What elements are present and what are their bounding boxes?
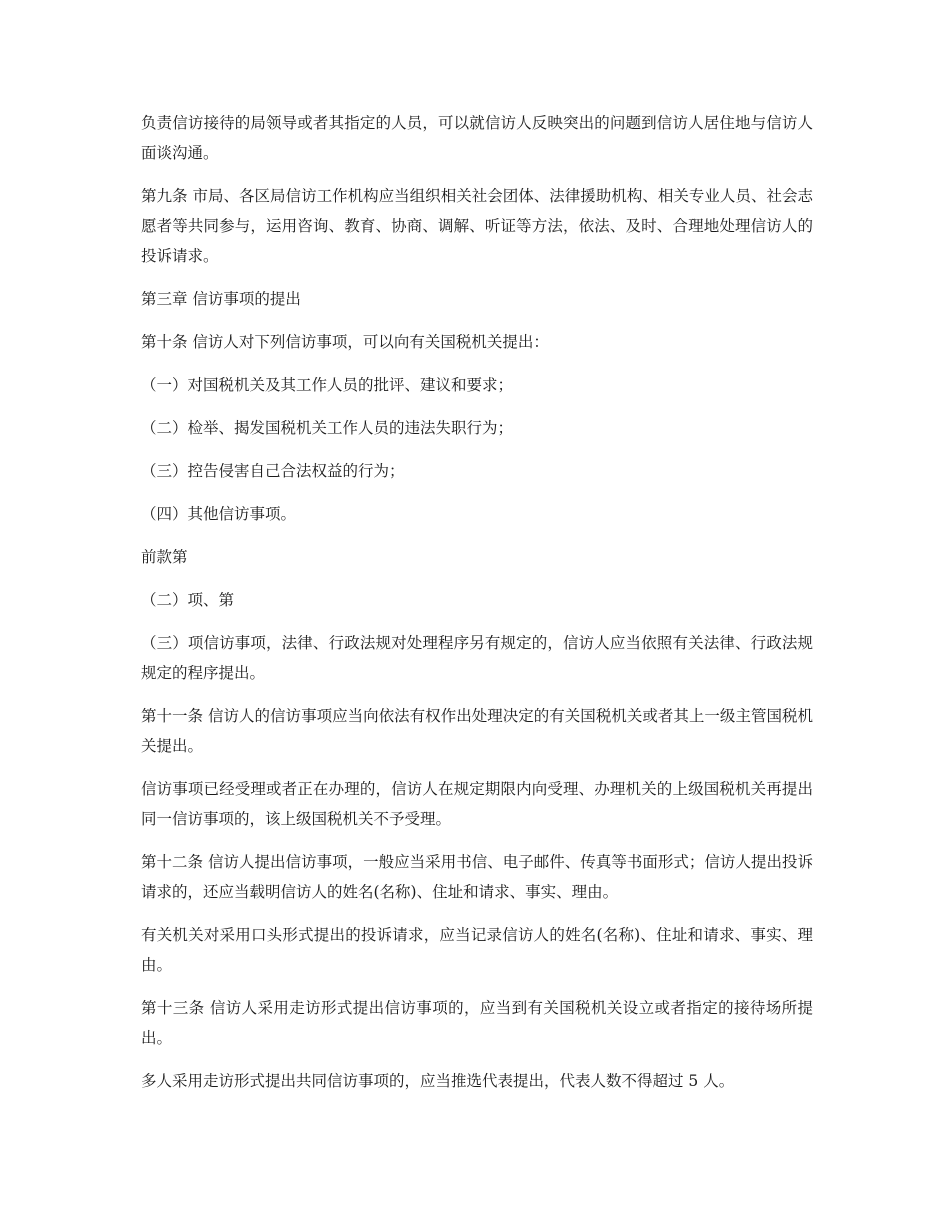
- paragraph-article-12-clause-2: 有关机关对采用口头形式提出的投诉请求，应当记录信访人的姓名(名称)、住址和请求、事实、理由。: [141, 926, 813, 974]
- paragraph-article-11-clause-2: 信访事项已经受理或者正在办理的，信访人在规定期限内向受理、办理机关的上级国税机关再提出同一信访事项的，该上级国税机关不予受理。: [141, 780, 813, 828]
- list-item-1: （一）对国税机关及其工作人员的批评、建议和要求；: [141, 376, 514, 394]
- paragraph-article-10: 第十条 信访人对下列信访事项，可以向有关国税机关提出：: [141, 333, 549, 351]
- document-body: [141, 108, 813, 1109]
- paragraph-article-9: 第九条 市局、各区局信访工作机构应当组织相关社会团体、法律援助机构、相关专业人员、社会志愿者等共同参与，运用咨询、教育、协商、调解、听证等方法，依法、及时、合理地处理信访人的投诉请求。: [141, 187, 813, 265]
- paragraph-fragment-2: （二）项、第: [141, 591, 235, 609]
- list-item-2: （二）检举、揭发国税机关工作人员的违法失职行为；: [141, 419, 514, 437]
- paragraph-article-11: 第十一条 信访人的信访事项应当向依法有权作出处理决定的有关国税机关或者其上一级主管国税机关提出。: [141, 707, 813, 755]
- paragraph-1: 负责信访接待的局领导或者其指定的人员，可以就信访人反映突出的问题到信访人居住地与信访人面谈沟通。: [141, 114, 813, 162]
- paragraph-article-13: 第十三条 信访人采用走访形式提出信访事项的，应当到有关国税机关设立或者指定的接待场所提出。: [141, 999, 813, 1047]
- paragraph-fragment-3: （三）项信访事项，法律、行政法规对处理程序另有规定的，信访人应当依照有关法律、行政法规规定的程序提出。: [141, 634, 813, 682]
- list-item-3: （三）控告侵害自己合法权益的行为；: [141, 462, 405, 480]
- paragraph-article-13-clause-2: 多人采用走访形式提出共同信访事项的，应当推选代表提出，代表人数不得超过 5 人。: [141, 1072, 735, 1090]
- chapter-3-heading: 第三章 信访事项的提出: [141, 290, 301, 308]
- list-item-4: （四）其他信访事项。: [141, 505, 297, 523]
- paragraph-fragment-1: 前款第: [141, 548, 188, 566]
- paragraph-article-12: 第十二条 信访人提出信访事项，一般应当采用书信、电子邮件、传真等书面形式；信访人提出投诉请求的，还应当载明信访人的姓名(名称)、住址和请求、事实、理由。: [141, 853, 813, 901]
